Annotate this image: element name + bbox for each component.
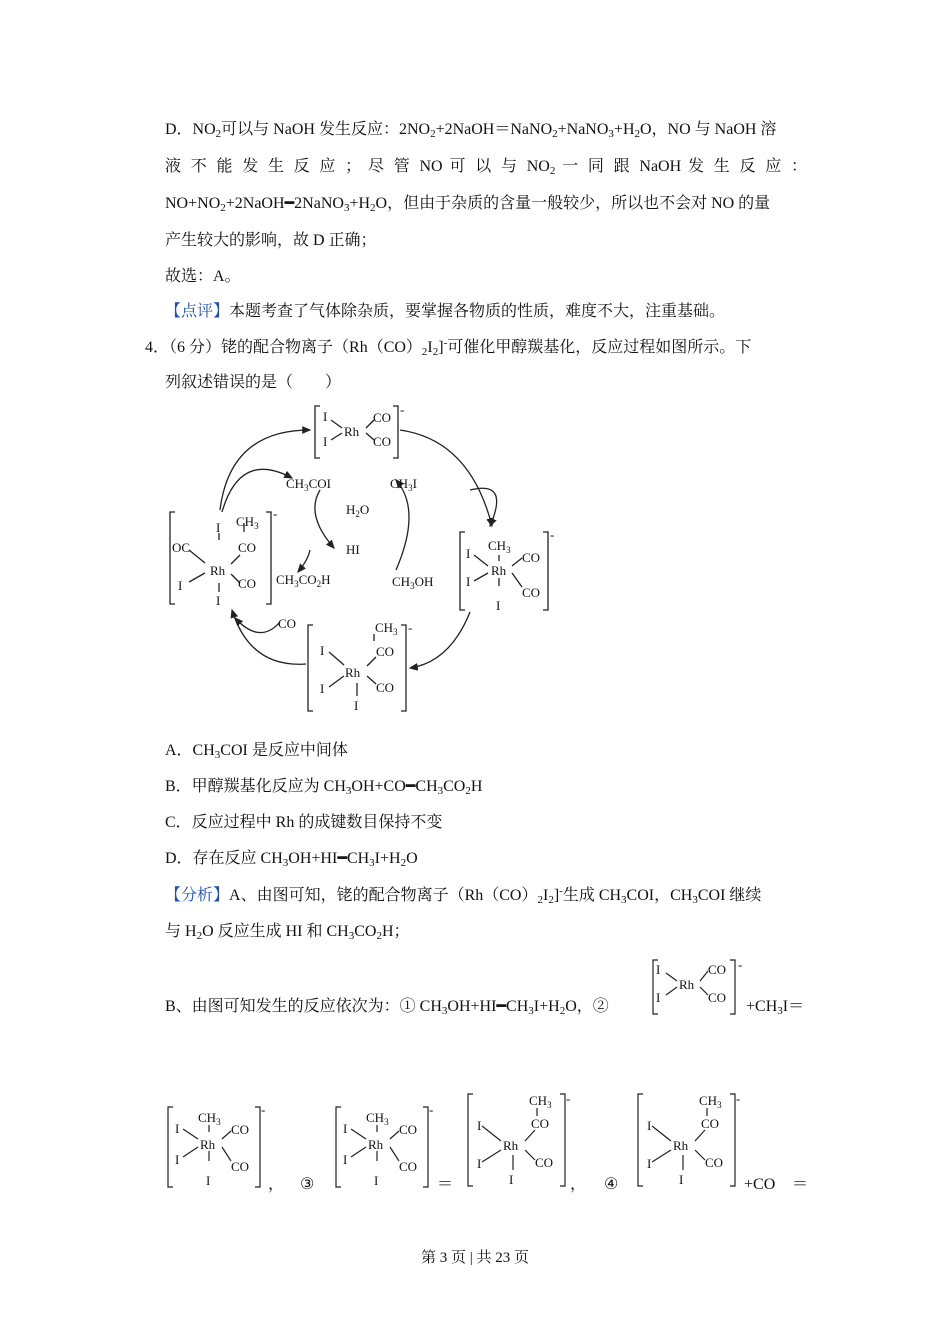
svg-text:CH3I: $CH_3I$ <box>390 476 417 493</box>
svg-text:HI: HI <box>346 542 360 557</box>
svg-text:I: I <box>320 643 325 658</box>
catalytic-cycle-diagram <box>160 400 580 720</box>
complex-rh-ch3-co2-i3-b <box>333 1105 438 1190</box>
svg-text:-: - <box>400 402 405 417</box>
svg-text:I: I <box>178 578 183 593</box>
svg-text:I: I <box>679 1172 684 1187</box>
svg-text:I: I <box>647 1156 652 1171</box>
svg-text:-: - <box>738 957 743 972</box>
svg-text:Rh: Rh <box>503 1138 519 1153</box>
option-b: B．甲醇羰基化反应为 $CH_3OH+CO━CH_3CO_2H$ <box>165 778 483 797</box>
svg-text:Rh: Rh <box>368 1137 384 1152</box>
option-c: C．反应过程中 Rh 的成键数目保持不变 <box>165 814 443 831</box>
complex-rh-co2-i2 <box>650 957 750 1019</box>
svg-text:CH3OH: $CH_3OH$ <box>392 574 434 591</box>
svg-text:-: - <box>408 620 413 635</box>
step-3: ③ <box>300 1176 315 1193</box>
comment-line: 【点评】本题考查了气体除杂质，要掌握各物质的性质，难度不大，注重基础。 <box>165 303 726 320</box>
equals-1: ＝ <box>437 1176 454 1193</box>
option-d-line-1: D．$NO_2$可以与 NaOH 发生反应：$2NO_2+2NaOH=NaNO_2+NaNO_3+H_2O$，NO 与 NaOH 溶 <box>165 121 777 140</box>
question-stem-line-2: 列叙述错误的是（ ） <box>165 374 342 391</box>
svg-text:CO: CO <box>231 1122 250 1137</box>
svg-text:I: I <box>466 574 471 589</box>
svg-text:CO: CO <box>238 576 257 591</box>
svg-text:CH3: $CH_3$ <box>529 1093 552 1110</box>
analysis-line-1: 【分析】A、由图可知，铑的配合物离子$(Rh(CO)_2I_2]^-$生成 $CH_3COI$，$CH_3COI$ 继续 <box>165 885 762 906</box>
complex-rh-acetyl-b <box>635 1092 745 1190</box>
svg-text:CO: CO <box>238 540 257 555</box>
svg-text:CO: CO <box>708 962 727 977</box>
svg-text:Rh: Rh <box>344 424 360 439</box>
svg-text:I: I <box>320 681 325 696</box>
svg-text:OC: OC <box>172 540 191 555</box>
option-d-line-3: $NO+NO_2+2NaOH━2NaNO_3+H_2O$，但由于杂质的含量一般较少，所以也不会对 NO 的量 <box>165 195 771 214</box>
svg-text:CO: CO <box>708 990 727 1005</box>
svg-text:CO: CO <box>701 1116 720 1131</box>
analysis-b-line: B、由图可知发生的反应依次为：① $CH_3OH+HI━CH_3I+H_2O$，② <box>165 998 609 1017</box>
svg-text:CH3: $CH_3$ <box>375 620 398 637</box>
svg-text:I: I <box>496 598 501 613</box>
svg-text:I: I <box>343 1152 348 1167</box>
svg-text:CH3COI: $CH_3COI$ <box>286 476 331 493</box>
svg-text:I: I <box>343 1121 348 1136</box>
svg-text:CH3: $CH_3$ <box>699 1093 722 1110</box>
svg-text:I: I <box>647 1118 652 1133</box>
svg-text:CO: CO <box>399 1122 418 1137</box>
svg-text:I: I <box>216 593 221 608</box>
svg-text:CO: CO <box>399 1159 418 1174</box>
svg-text:I: I <box>656 962 661 977</box>
svg-text:I: I <box>175 1152 180 1167</box>
svg-text:I: I <box>374 1173 379 1188</box>
svg-text:CH3: $CH_3$ <box>198 1110 221 1127</box>
page-footer: 第 3 页 | 共 23 页 <box>420 1250 529 1266</box>
option-d-line-4: 产生较大的影响，故 D 正确； <box>165 232 377 249</box>
svg-text:I: I <box>466 546 471 561</box>
svg-text:CO: CO <box>376 680 395 695</box>
svg-text:Rh: Rh <box>210 563 226 578</box>
option-d-line-2: 液 不 能 发 生 反 应 ； 尽 管 NO 可 以 与 $NO_2$ 一 同 跟 NaOH 发 生 反 应 ： <box>165 158 807 177</box>
svg-text:I: I <box>656 990 661 1005</box>
svg-text:CO: CO <box>278 616 297 631</box>
analysis-line-2: 与 $H_2O$ 反应生成 HI 和 $CH_3CO_2H$； <box>165 923 410 942</box>
comma-2: ， <box>570 1176 587 1193</box>
svg-text:Rh: Rh <box>491 563 507 578</box>
svg-text:-: - <box>550 527 555 542</box>
svg-text:I: I <box>323 409 328 424</box>
svg-text:CO: CO <box>231 1159 250 1174</box>
svg-text:CH3: $CH_3$ <box>366 1110 389 1127</box>
svg-text:-: - <box>736 1092 741 1106</box>
complex-rh-ch3-co2-i3-a <box>165 1105 270 1190</box>
svg-text:CO: CO <box>531 1116 550 1131</box>
svg-text:Rh: Rh <box>679 977 695 992</box>
plus-ch3i: $+CH_3I=$ <box>746 998 805 1017</box>
svg-text:CO: CO <box>535 1155 554 1170</box>
svg-text:Rh: Rh <box>200 1137 216 1152</box>
comment-tag: 【点评】 <box>165 303 230 320</box>
svg-text:-: - <box>261 1105 266 1117</box>
analysis-tag: 【分析】 <box>165 887 230 904</box>
complex-rh-acetyl-a <box>465 1092 575 1190</box>
svg-text:CO: CO <box>522 585 541 600</box>
svg-text:-: - <box>566 1092 571 1106</box>
svg-text:CO: CO <box>373 410 392 425</box>
plus-co: +CO <box>744 1176 776 1193</box>
svg-text:CO: CO <box>705 1155 724 1170</box>
svg-text:I: I <box>477 1118 482 1133</box>
svg-text:I: I <box>509 1172 514 1187</box>
svg-text:CO: CO <box>522 550 541 565</box>
svg-text:I: I <box>477 1156 482 1171</box>
option-a: A．$CH_3COI$ 是反应中间体 <box>165 742 348 761</box>
svg-text:CH3: $CH_3$ <box>236 514 259 531</box>
svg-text:I: I <box>354 698 359 713</box>
svg-text:CH3CO2H: $CH_3CO_2H$ <box>276 572 331 589</box>
svg-text:I: I <box>323 434 328 449</box>
answer-line: 故选：A。 <box>165 268 241 285</box>
svg-text:I: I <box>206 1173 211 1188</box>
svg-text:H2O: $H_2O$ <box>346 502 370 519</box>
svg-text:-: - <box>273 506 278 521</box>
question-stem: 4．（6 分）铑的配合物离子$(Rh(CO)_2I_2]^-$可催化甲醇羰基化，反应过程如图所示。下 <box>145 337 752 358</box>
comma-1: ， <box>268 1176 285 1193</box>
svg-text:CH3: $CH_3$ <box>488 538 511 555</box>
svg-text:-: - <box>429 1105 434 1117</box>
svg-text:Rh: Rh <box>673 1138 689 1153</box>
svg-text:Rh: Rh <box>345 665 361 680</box>
svg-text:I: I <box>216 520 221 535</box>
option-d: D．存在反应 $CH_3OH+HI━CH_3I+H_2O$ <box>165 850 418 869</box>
step-4: ④ <box>604 1176 619 1193</box>
equals-2: ＝ <box>792 1176 809 1193</box>
svg-text:I: I <box>175 1121 180 1136</box>
svg-text:CO: CO <box>373 434 392 449</box>
svg-text:CO: CO <box>376 644 395 659</box>
